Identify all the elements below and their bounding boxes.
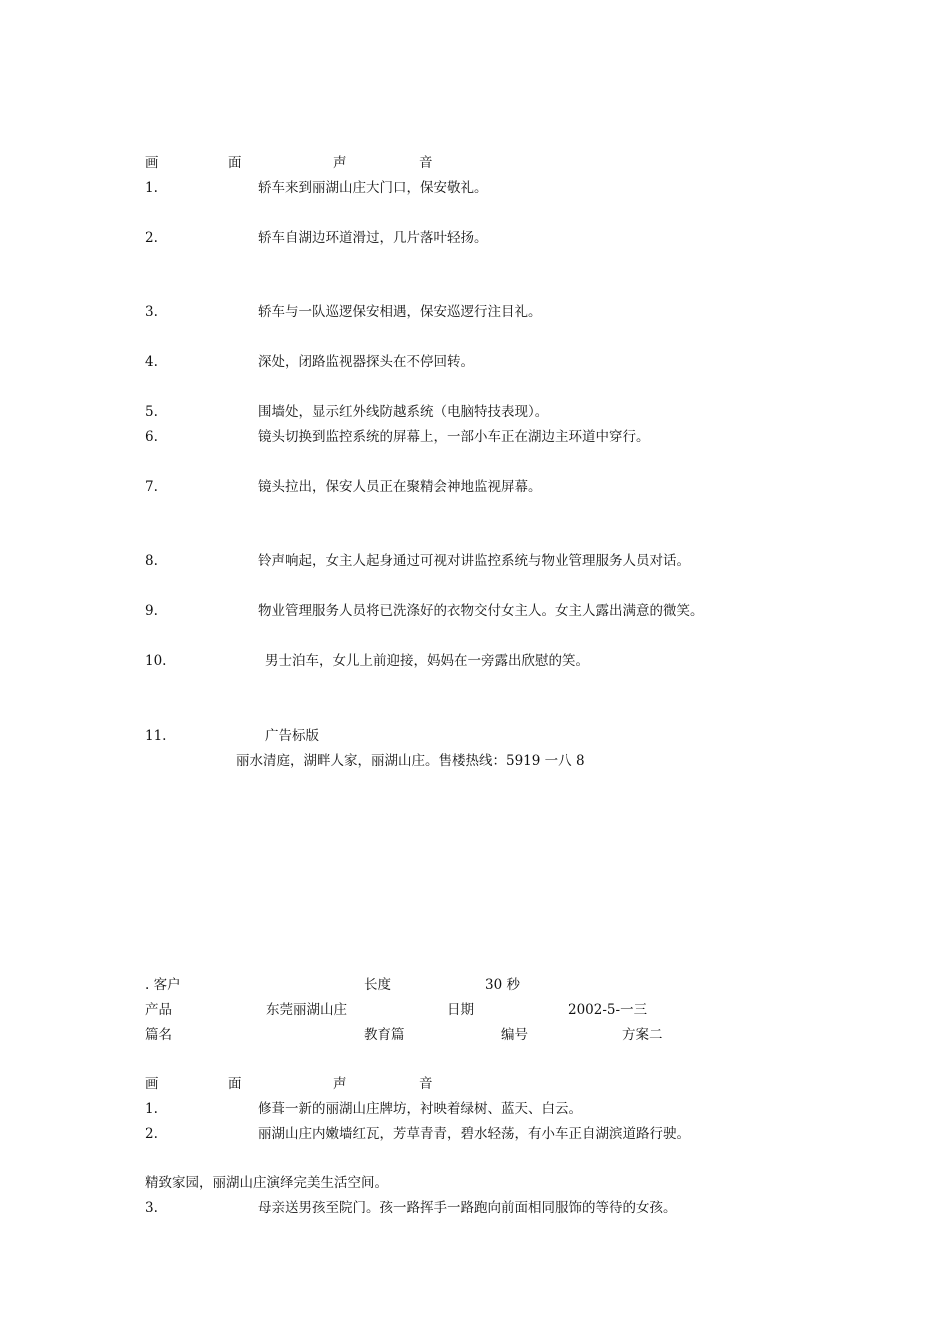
scene-text: 深处，闭路监视器探头在不停回转。 xyxy=(258,354,474,370)
length-value: 30 秒 xyxy=(485,977,520,993)
scene-number: 11. xyxy=(145,728,167,744)
length-label: 长度 xyxy=(364,977,391,993)
scene-text: 轿车与一队巡逻保安相遇，保安巡逻行注目礼。 xyxy=(258,304,542,320)
header-picture-1: 画 xyxy=(145,155,159,171)
header-sound-2: 音 xyxy=(419,155,433,171)
code-label: 编号 xyxy=(501,1027,528,1043)
date-value: 2002-5-一三 xyxy=(568,1002,648,1018)
scene-text: 围墙处，显示红外线防越系统（电脑特技表现）。 xyxy=(258,404,549,420)
scene-number: 9. xyxy=(145,603,158,619)
header-picture-1: 画 xyxy=(145,1076,159,1092)
scene-number: 7. xyxy=(145,479,158,495)
scene-text: 母亲送男孩至院门。孩一路挥手一路跑向前面相同服饰的等待的女孩。 xyxy=(258,1200,677,1216)
code-value: 方案二 xyxy=(622,1027,663,1043)
scene-number: 5. xyxy=(145,404,158,420)
scene-number: 3. xyxy=(145,304,158,320)
scene-text: 镜头切换到监控系统的屏幕上，一部小车正在湖边主环道中穿行。 xyxy=(258,429,650,445)
header-sound-1: 声 xyxy=(333,1076,347,1092)
scene-text: 轿车来到丽湖山庄大门口，保安敬礼。 xyxy=(258,180,488,196)
scene-text: 修葺一新的丽湖山庄牌坊，衬映着绿树、蓝天、白云。 xyxy=(258,1101,582,1117)
scene-text: 铃声响起，女主人起身通过可视对讲监控系统与物业管理服务人员对话。 xyxy=(258,553,690,569)
product-value: 东莞丽湖山庄 xyxy=(266,1002,347,1018)
scene-text: 轿车自湖边环道滑过，几片落叶轻扬。 xyxy=(258,230,488,246)
scene-number: 1. xyxy=(145,180,158,196)
client-label: . 客户 xyxy=(145,977,181,993)
header-sound-1: 声 xyxy=(333,155,347,171)
scene-number: 2. xyxy=(145,1126,158,1142)
ad-tagline: 丽水清庭，湖畔人家，丽湖山庄。售楼热线：5919 一八 8 xyxy=(236,753,585,769)
scene-number: 6. xyxy=(145,429,158,445)
title-label: 篇名 xyxy=(145,1027,172,1043)
date-label: 日期 xyxy=(447,1002,474,1018)
scene-number: 8. xyxy=(145,553,158,569)
scene-text: 男士泊车，女儿上前迎接，妈妈在一旁露出欣慰的笑。 xyxy=(265,653,589,669)
scene-text: 镜头拉出，保安人员正在聚精会神地监视屏幕。 xyxy=(258,479,542,495)
scene-number: 2. xyxy=(145,230,158,246)
header-picture-2: 面 xyxy=(228,155,242,171)
scene-text: 物业管理服务人员将已洗涤好的衣物交付女主人。女主人露出满意的微笑。 xyxy=(258,603,704,619)
header-picture-2: 面 xyxy=(228,1076,242,1092)
scene-number: 4. xyxy=(145,354,158,370)
scene-text: 丽湖山庄内嫩墙红瓦，芳草青青，碧水轻荡，有小车正自湖滨道路行驶。 xyxy=(258,1126,690,1142)
header-sound-2: 音 xyxy=(419,1076,433,1092)
scene-number: 10. xyxy=(145,653,167,669)
voiceover-text: 精致家园，丽湖山庄演绎完美生活空间。 xyxy=(145,1175,388,1191)
scene-number: 1. xyxy=(145,1101,158,1117)
title-value: 教育篇 xyxy=(364,1027,405,1043)
scene-text: 广告标版 xyxy=(265,728,319,744)
scene-number: 3. xyxy=(145,1200,158,1216)
product-label: 产品 xyxy=(145,1002,172,1018)
